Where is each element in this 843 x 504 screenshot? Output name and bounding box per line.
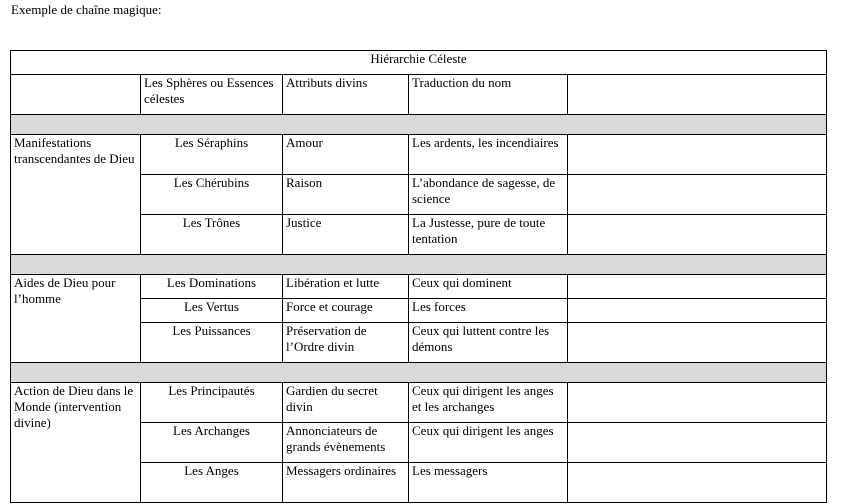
translation-cell: La Justesse, pure de toute tentation <box>409 215 568 255</box>
attribute-cell: Justice <box>283 215 409 255</box>
sphere-name: Les Chérubins <box>141 175 283 215</box>
sphere-name: Les Archanges <box>141 423 283 463</box>
document-caption: Exemple de chaîne magique: <box>11 2 162 17</box>
sphere-name: Les Principautés <box>141 383 283 423</box>
table-row <box>11 383 827 423</box>
empty-cell <box>568 423 827 463</box>
group-label: Manifestations transcendantes de Dieu <box>11 135 141 255</box>
attribute-cell: Préservation de l’Ordre divin <box>283 323 409 363</box>
translation-cell: Les forces <box>409 299 568 323</box>
attribute-cell: Force et courage <box>283 299 409 323</box>
attribute-cell: Messagers ordinaires <box>283 463 409 503</box>
group-label: Action de Dieu dans le Monde (intervention divine) <box>11 383 141 503</box>
header-cell-translation: Traduction du nom <box>409 75 568 115</box>
header-cell-spheres: Les Sphères ou Essences célestes <box>141 75 283 115</box>
translation-cell: L’abondance de sagesse, de science <box>409 175 568 215</box>
attribute-cell: Gardien du secret divin <box>283 383 409 423</box>
celestial-hierarchy-table <box>10 50 827 503</box>
empty-cell <box>568 383 827 423</box>
table-row <box>11 275 827 299</box>
empty-cell <box>568 299 827 323</box>
separator-cell <box>11 363 827 383</box>
separator-row <box>11 363 827 383</box>
table-title-row <box>11 51 827 75</box>
table-title: Hiérarchie Céleste <box>11 51 827 75</box>
table-header-row <box>11 75 827 115</box>
separator-row <box>11 115 827 135</box>
sphere-name: Les Vertus <box>141 299 283 323</box>
table-row <box>11 135 827 175</box>
attribute-cell: Annonciateurs de grands évènements <box>283 423 409 463</box>
empty-cell <box>568 463 827 503</box>
header-cell-attributes: Attributs divins <box>283 75 409 115</box>
empty-cell <box>568 175 827 215</box>
separator-cell <box>11 115 827 135</box>
sphere-name: Les Puissances <box>141 323 283 363</box>
group-label: Aides de Dieu pour l’homme <box>11 275 141 363</box>
separator-row <box>11 255 827 275</box>
header-cell-group <box>11 75 141 115</box>
translation-cell: Les messagers <box>409 463 568 503</box>
translation-cell: Les ardents, les incendiaires <box>409 135 568 175</box>
translation-cell: Ceux qui luttent contre les démons <box>409 323 568 363</box>
sphere-name: Les Dominations <box>141 275 283 299</box>
empty-cell <box>568 215 827 255</box>
separator-cell <box>11 255 827 275</box>
header-cell-extra <box>568 75 827 115</box>
translation-cell: Ceux qui dirigent les anges <box>409 423 568 463</box>
empty-cell <box>568 275 827 299</box>
translation-cell: Ceux qui dominent <box>409 275 568 299</box>
attribute-cell: Amour <box>283 135 409 175</box>
empty-cell <box>568 323 827 363</box>
sphere-name: Les Trônes <box>141 215 283 255</box>
sphere-name: Les Anges <box>141 463 283 503</box>
sphere-name: Les Séraphins <box>141 135 283 175</box>
attribute-cell: Libération et lutte <box>283 275 409 299</box>
empty-cell <box>568 135 827 175</box>
translation-cell: Ceux qui dirigent les anges et les archanges <box>409 383 568 423</box>
attribute-cell: Raison <box>283 175 409 215</box>
